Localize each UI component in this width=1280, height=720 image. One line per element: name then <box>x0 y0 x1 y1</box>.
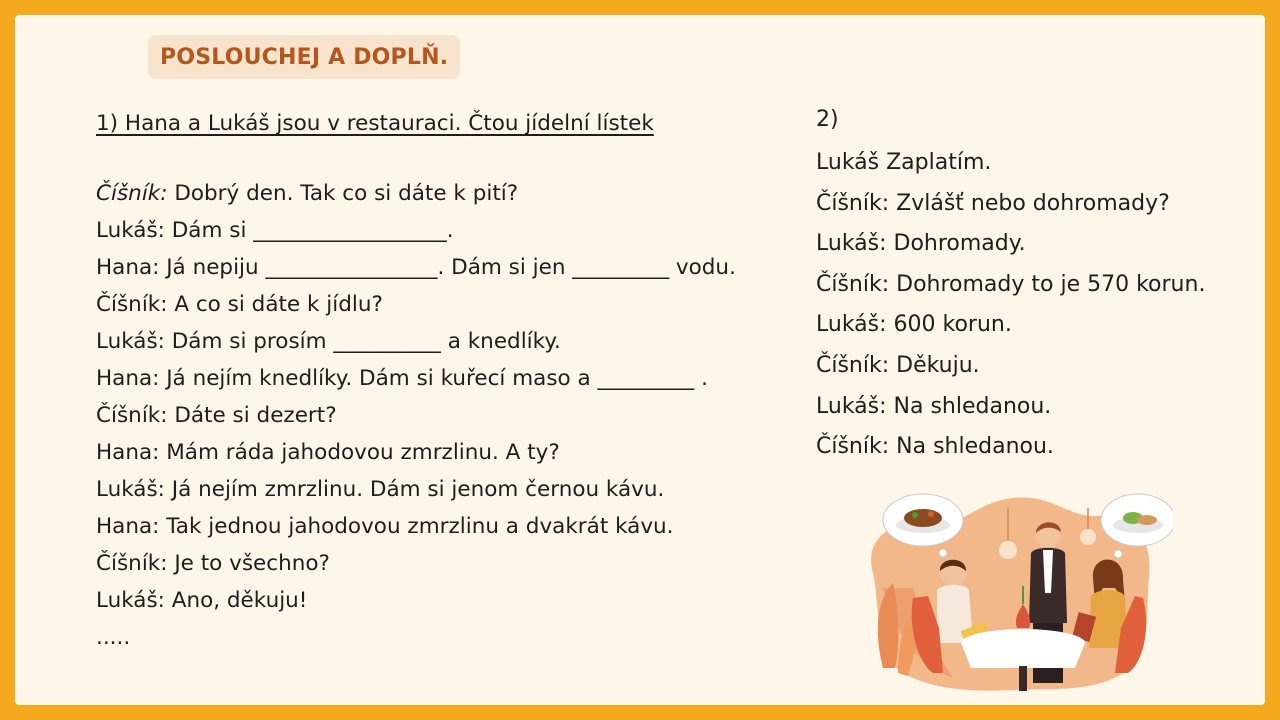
table-leg <box>1019 666 1027 691</box>
dialog-line: Číšník: Zvlášť nebo dohromady? <box>816 190 1170 216</box>
dialog-line: Číšník: Dáte si dezert? <box>96 403 337 428</box>
dialog-line: Lukáš Zaplatím. <box>816 150 992 175</box>
dialog-line: Lukáš: 600 korun. <box>816 312 1012 338</box>
dish-garnish <box>928 511 934 517</box>
dialog-line: Lukáš: Dohromady. <box>816 231 1026 257</box>
worksheet <box>15 15 1265 705</box>
dialog-line: Lukáš: Dám si __________________. <box>96 218 454 243</box>
dialog-line: Hana: Tak jednou jahodovou zmrzlinu a dvakrát kávu. <box>96 514 674 539</box>
dialog-line: Číšník: Je to všechno? <box>96 551 330 576</box>
dialog-line: Hana: Mám ráda jahodovou zmrzlinu. A ty? <box>96 440 560 465</box>
thought-dot <box>939 549 947 557</box>
lamp-icon <box>1080 529 1096 545</box>
dialog-line: Lukáš: Já nejím zmrzlinu. Dám si jenom černou kávu. <box>96 477 665 502</box>
dialog-line: Hana: Já nejím knedlíky. Dám si kuřecí maso a _________ . <box>96 366 708 391</box>
speaker-label: Číšník: <box>96 181 168 206</box>
thought-dot <box>1114 550 1122 558</box>
dialog-line: ..... <box>96 625 131 650</box>
section-1 <box>96 109 796 656</box>
dialog-line: Číšník: A co si dáte k jídlu? <box>96 292 383 317</box>
section-2 <box>816 105 1256 468</box>
dialog-line: Číšník: Dohromady to je 570 korun. <box>816 271 1206 297</box>
dialog-line: Číšník: Na shledanou. <box>816 434 1054 460</box>
dialog-line: Číšník: Děkuju. <box>816 352 980 378</box>
section-2-number: 2) <box>816 107 839 132</box>
dialog-line: Lukáš: Dám si prosím __________ a knedlíky. <box>96 329 561 354</box>
dialog-line <box>96 175 796 212</box>
lamp-icon <box>999 541 1017 559</box>
dish-garnish <box>912 512 918 518</box>
dish-food <box>904 509 942 527</box>
dialog-text: Dobrý den. Tak co si dáte k pití? <box>167 181 519 206</box>
dialog-line: Hana: Já nepiju ________________. Dám si jen _________ vodu. <box>96 255 736 280</box>
dialog-line: Lukáš: Na shledanou. <box>816 393 1052 419</box>
restaurant-illustration <box>853 478 1173 693</box>
task-badge: POSLOUCHEJ A DOPLŇ. <box>148 35 460 79</box>
tablecloth <box>961 643 1085 668</box>
dish-food <box>1137 515 1157 525</box>
dialog-1 <box>96 175 796 656</box>
section-1-heading: 1) Hana a Lukáš jsou v restauraci. Čtou jídelní lístek <box>96 111 654 136</box>
dialog-line: Lukáš: Ano, děkuju! <box>96 588 308 613</box>
